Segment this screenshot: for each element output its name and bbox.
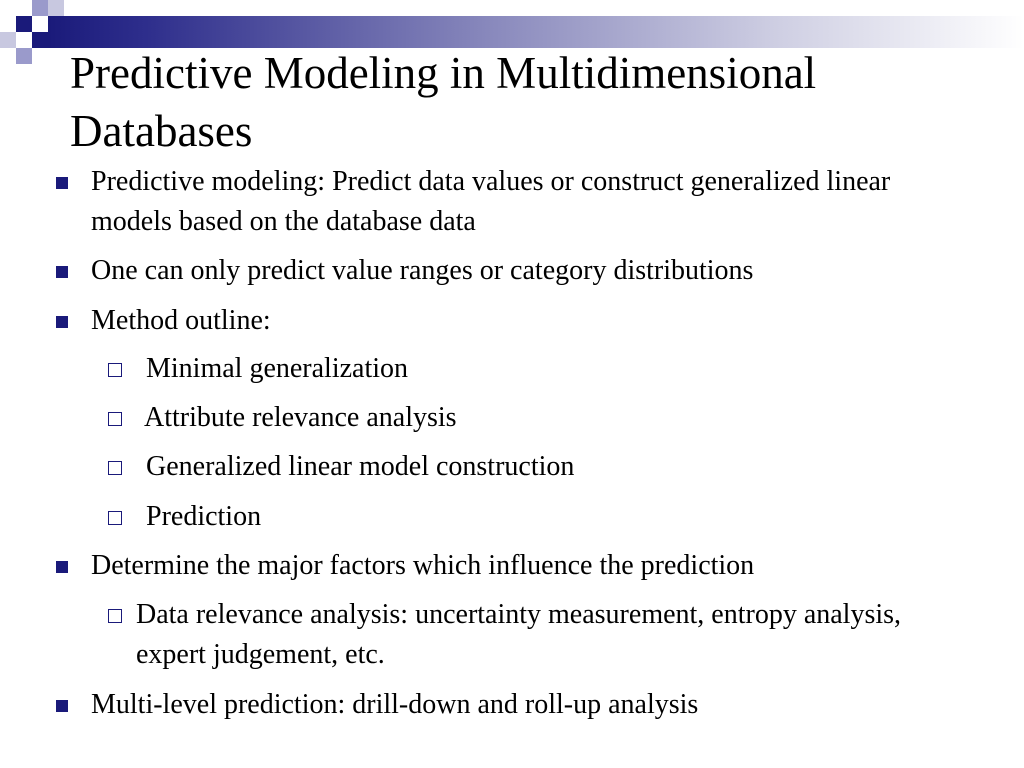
sub-bullet-item: Prediction <box>146 501 262 532</box>
bullet-item: Predictive modeling: Predict data values or construct generalized linear models based on the database data <box>91 166 891 237</box>
bullet-item: Method outline: <box>91 305 271 336</box>
hollow-square-bullet-icon <box>108 461 122 475</box>
slide-title: Predictive Modeling in Multidimensional Databases <box>70 48 817 156</box>
hollow-square-bullet-icon <box>108 511 122 525</box>
bullet-item: Determine the major factors which influence the prediction <box>91 550 755 581</box>
hollow-square-bullet-icon <box>108 412 122 426</box>
hollow-square-bullet-icon <box>108 609 122 623</box>
bullet-item: Multi-level prediction: drill-down and roll-up analysis <box>91 689 699 720</box>
square-bullet-icon <box>56 316 68 328</box>
square-bullet-icon <box>56 266 68 278</box>
square-bullet-icon <box>56 177 68 189</box>
sub-bullet-item: Generalized linear model construction <box>146 451 575 482</box>
hollow-square-bullet-icon <box>108 363 122 377</box>
square-bullet-icon <box>56 561 68 573</box>
square-bullet-icon <box>56 700 68 712</box>
sub-bullet-item: Attribute relevance analysis <box>144 402 457 433</box>
sub-bullet-item: Data relevance analysis: uncertainty measurement, entropy analysis, expert judgement, etc. <box>136 599 902 670</box>
sub-bullet-item: Minimal generalization <box>146 353 409 384</box>
bullet-item: One can only predict value ranges or category distributions <box>91 255 754 286</box>
